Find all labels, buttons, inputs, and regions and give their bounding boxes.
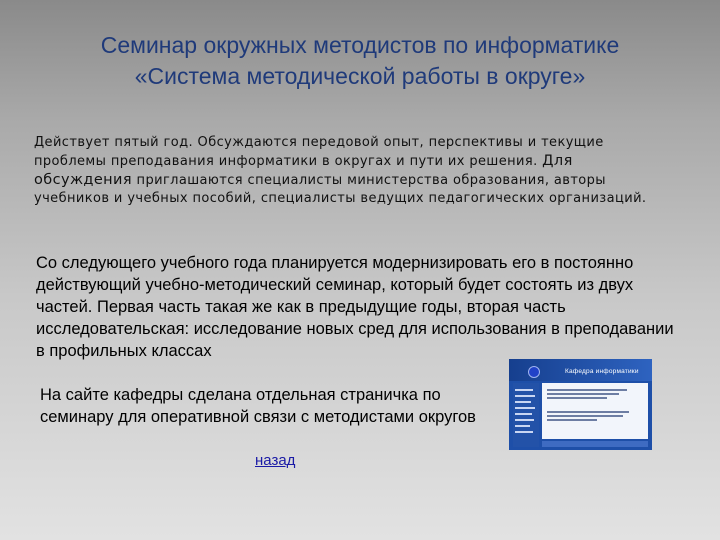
site-paragraph: На сайте кафедры сделана отдельная страничка по семинару для оперативной связи с методистами округов bbox=[40, 386, 476, 426]
title-line-1: Семинар окружных методистов по информатике bbox=[100, 32, 620, 58]
intro-text-emphasis: Для обсуждения bbox=[34, 153, 573, 188]
slide-title bbox=[0, 30, 720, 92]
intro-paragraph bbox=[34, 134, 674, 208]
thumbnail-sidebar bbox=[513, 383, 539, 447]
intro-text-part1: Действует пятый год. Обсуждаются передовой опыт, перспективы и текущие проблемы преподавания информатики в округах и пути их решения. bbox=[34, 135, 604, 169]
back-link[interactable]: назад bbox=[255, 452, 296, 469]
site-logo-icon bbox=[528, 366, 540, 378]
title-line-2: «Система методической работы в округе» bbox=[134, 63, 586, 89]
thumbnail-site-title: Кафедра информатики bbox=[565, 368, 639, 375]
thumbnail-content bbox=[542, 383, 648, 439]
thumbnail-footer bbox=[542, 441, 648, 447]
plan-paragraph: Со следующего учебного года планируется модернизировать его в постоянно действующий учебно-методический семинар, который будет состоять из двух частей. Первая часть такая же как в предыдущие годы, вторая часть исследовательская: исследование новых сред для использования в преподавании в профильных классах bbox=[36, 254, 674, 360]
intro-text-part3: приглашаются специалисты министерства образования, авторы учебников и учебных пособий, специалисты ведущих педагогических организаций. bbox=[34, 173, 647, 206]
department-site-screenshot bbox=[509, 359, 652, 450]
